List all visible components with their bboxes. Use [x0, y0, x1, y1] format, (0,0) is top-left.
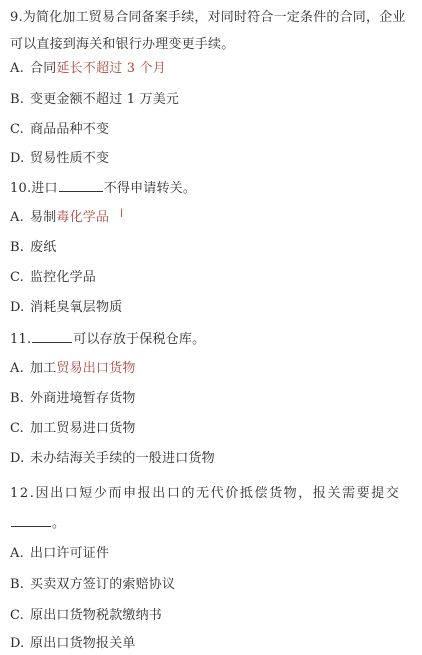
option-text: 商品品种不变 [30, 122, 110, 137]
q9-option-a [10, 61, 166, 77]
question-9-line-2: 可以直接到海关和银行办理变更手续。 [10, 37, 235, 52]
option-letter: C. [10, 421, 25, 436]
option-letter: A. [10, 210, 24, 225]
option-letter: D. [10, 636, 25, 651]
q11-option-d [10, 451, 215, 467]
question-11 [10, 330, 205, 348]
option-text-annotated: 毒化学品 [56, 210, 110, 225]
q9-option-c [10, 122, 109, 138]
option-text: 出口许可证件 [30, 546, 110, 561]
q10-option-c [10, 270, 96, 286]
option-letter: A. [10, 361, 24, 376]
option-text: 废纸 [30, 240, 57, 255]
option-text: 未办结海关手续的一般进口货物 [30, 451, 215, 466]
option-letter: C. [10, 270, 25, 285]
option-letter: D. [10, 451, 25, 466]
question-10 [10, 179, 196, 197]
red-pen-tick: ǀ [120, 206, 124, 220]
option-letter: B. [10, 391, 25, 406]
q12-option-a [10, 546, 109, 562]
question-10-prefix: 10.进口 [10, 181, 58, 196]
q9-option-d [10, 151, 109, 167]
option-letter: B. [10, 92, 25, 107]
question-9-line-1: 9.为简化加工贸易合同备案手续，对同时符合一定条件的合同，企业 [10, 10, 406, 25]
question-11-prefix: 11. [10, 332, 32, 347]
answer-blank [59, 179, 103, 192]
q11-option-c [10, 421, 136, 437]
question-12-line-1: 12.因出口短少而申报出口的无代价抵偿货物，报关需要提交 [10, 486, 401, 501]
option-text: 加工 [30, 361, 57, 376]
option-letter: A. [10, 546, 24, 561]
option-letter: C. [10, 122, 25, 137]
q9-option-b [10, 92, 179, 108]
answer-blank [32, 330, 72, 343]
option-text-annotated: 延长不超过 3 个月 [56, 61, 166, 76]
option-text: 原出口货物税款缴纳书 [30, 608, 163, 623]
question-12-line-2 [10, 514, 65, 532]
option-text: 外商进境暂存货物 [30, 391, 136, 406]
option-text: 监控化学品 [30, 270, 97, 285]
option-letter: D. [10, 151, 25, 166]
option-letter: B. [10, 577, 25, 592]
option-letter: B. [10, 240, 25, 255]
option-text: 易制 [30, 210, 57, 225]
option-text: 原出口货物报关单 [30, 636, 136, 651]
option-text: 贸易性质不变 [30, 151, 110, 166]
option-text-annotated: 贸易出口货物 [56, 361, 136, 376]
answer-blank [11, 514, 51, 527]
question-12-end: 。 [52, 516, 66, 531]
question-11-suffix: 可以存放于保税仓库。 [73, 332, 206, 347]
option-text: 变更金额不超过 1 万美元 [30, 92, 180, 107]
option-text: 买卖双方签订的索赔协议 [30, 577, 176, 592]
option-letter: C. [10, 608, 25, 623]
q10-option-d [10, 300, 122, 316]
option-text: 消耗臭氧层物质 [30, 300, 123, 315]
question-10-suffix: 不得申请转关。 [103, 181, 197, 196]
q11-option-b [10, 391, 136, 407]
q12-option-d [10, 636, 136, 652]
option-letter: D. [10, 300, 25, 315]
option-letter: A. [10, 61, 24, 76]
option-text: 加工贸易进口货物 [30, 421, 136, 436]
q12-option-b [10, 577, 175, 593]
q10-option-a [10, 210, 109, 226]
q10-option-b [10, 240, 56, 256]
option-text: 合同 [30, 61, 57, 76]
q11-option-a [10, 361, 136, 377]
q12-option-c [10, 608, 162, 624]
